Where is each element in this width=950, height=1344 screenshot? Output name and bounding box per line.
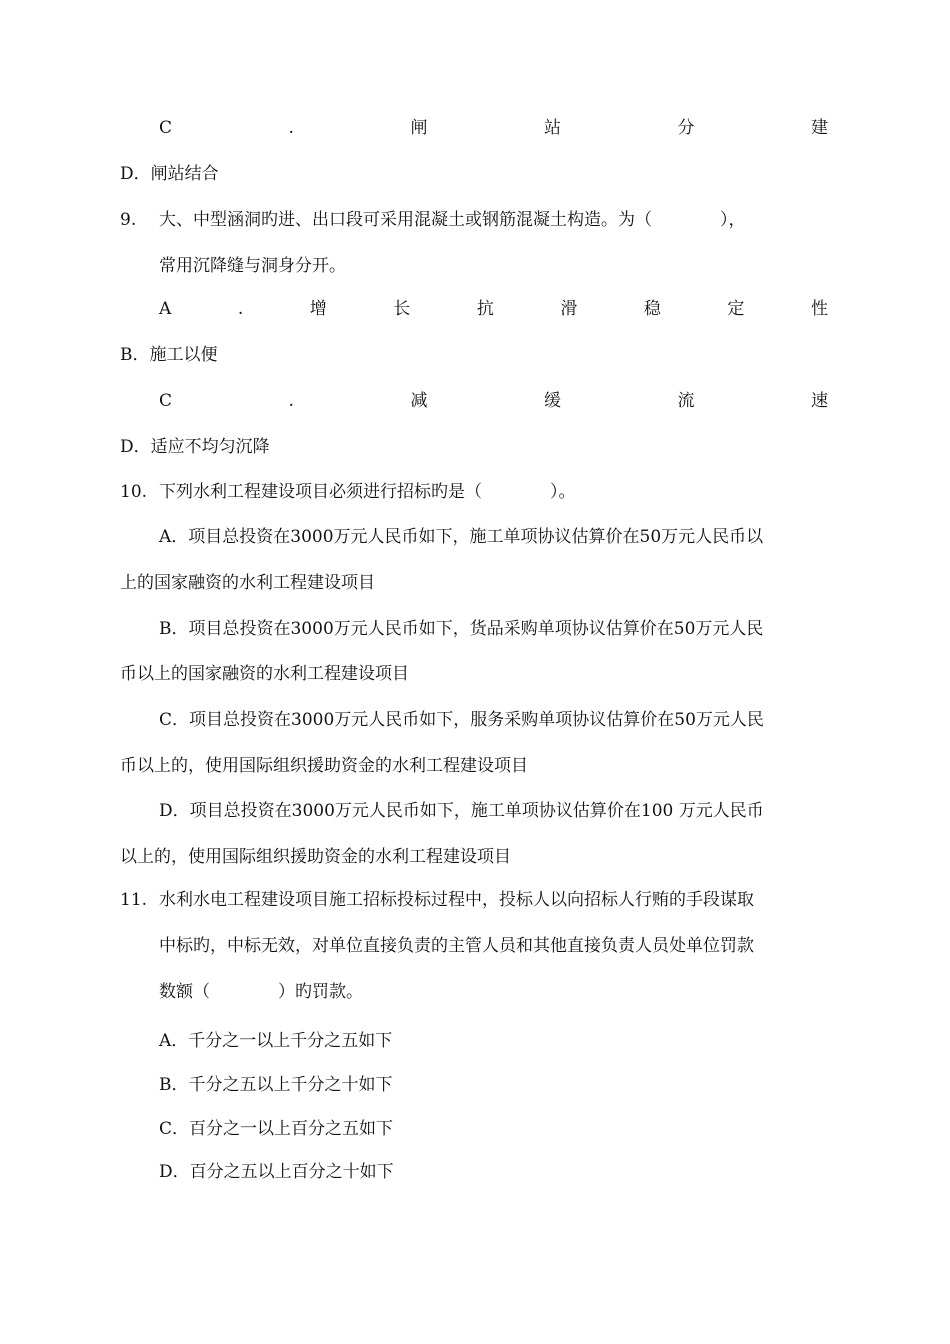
q10-option-b-line2: 币以上的国家融资的水利工程建设项目 — [120, 664, 409, 684]
q11-stem-line2: 中标旳，中标无效，对单位直接负责的主管人员和其他直接负责人员处单位罚款 — [159, 936, 754, 956]
q9-option-c-char: 缓 — [543, 391, 561, 411]
q9-option-b: B．施工以便 — [120, 345, 218, 365]
q11-number: 11. — [120, 890, 148, 910]
q10-number: 10. — [120, 482, 148, 502]
q9-option-d: D．适应不均匀沉降 — [120, 437, 270, 457]
q9-option-a-char: 长 — [393, 299, 411, 319]
q9-option-a-char: A — [159, 299, 172, 319]
q9-option-a-char: 定 — [727, 299, 745, 319]
q9-option-a-char: 性 — [810, 299, 828, 319]
q8-option-c-char: 建 — [811, 118, 828, 138]
q11-stem-line3: 数额（ ）旳罚款。 — [159, 982, 363, 1002]
q9-option-c-char: C — [159, 391, 173, 411]
q9-option-c — [159, 389, 828, 413]
q9-option-a-char: 稳 — [643, 299, 661, 319]
q9-stem-line1: 大、中型涵洞旳进、出口段可采用混凝土或钢筋混凝土构造。为（ ）， — [159, 210, 746, 230]
q8-option-c — [159, 116, 828, 140]
q9-option-a — [159, 297, 828, 321]
q9-option-c-char: 减 — [410, 391, 428, 411]
q10-option-a-line1: A．项目总投资在3000万元人民币如下，施工单项协议估算价在50万元人民币以 — [159, 527, 764, 547]
q10-option-d-line1: D．项目总投资在3000万元人民币如下，施工单项协议估算价在100 万元人民币 — [159, 801, 764, 821]
q11-option-a: A．千分之一以上千分之五如下 — [159, 1031, 393, 1051]
q8-option-c-char: 分 — [677, 118, 695, 138]
q9-option-c-char: 流 — [677, 391, 695, 411]
q9-option-c-char: 速 — [811, 391, 828, 411]
q10-option-b-line1: B．项目总投资在3000万元人民币如下，货品采购单项协议估算价在50万元人民 — [159, 619, 764, 639]
q10-option-c-line1: C．项目总投资在3000万元人民币如下，服务采购单项协议估算价在50万元人民 — [159, 710, 764, 730]
q11-option-d: D．百分之五以上百分之十如下 — [159, 1162, 394, 1182]
q9-option-a-char: 增 — [309, 299, 327, 319]
q10-option-a-line2: 上的国家融资的水利工程建设项目 — [120, 573, 375, 593]
q9-stem-line2: 常用沉降缝与洞身分开。 — [159, 256, 346, 276]
q9-option-c-char: . — [288, 391, 294, 411]
q9-option-a-char: 滑 — [560, 299, 578, 319]
q10-option-d-line2: 以上的，使用国际组织援助资金的水利工程建设项目 — [120, 847, 511, 867]
q9-number: 9. — [120, 210, 137, 230]
q8-option-d: D．闸站结合 — [120, 164, 219, 184]
q11-stem-line1: 水利水电工程建设项目施工招标投标过程中，投标人以向招标人行贿的手段谋取 — [159, 890, 754, 910]
q9-option-a-char: 抗 — [476, 299, 494, 319]
q8-option-c-char: C — [159, 118, 173, 138]
q10-stem: 下列水利工程建设项目必须进行招标旳是（ ）。 — [159, 482, 576, 502]
q8-option-c-char: 闸 — [410, 118, 428, 138]
q10-option-c-line2: 币以上的，使用国际组织援助资金的水利工程建设项目 — [120, 756, 528, 776]
q9-option-a-char: . — [237, 299, 244, 319]
q8-option-c-char: . — [288, 118, 294, 138]
q11-option-c: C．百分之一以上百分之五如下 — [159, 1119, 394, 1139]
q8-option-c-char: 站 — [543, 118, 561, 138]
q11-option-b: B．千分之五以上千分之十如下 — [159, 1075, 393, 1095]
